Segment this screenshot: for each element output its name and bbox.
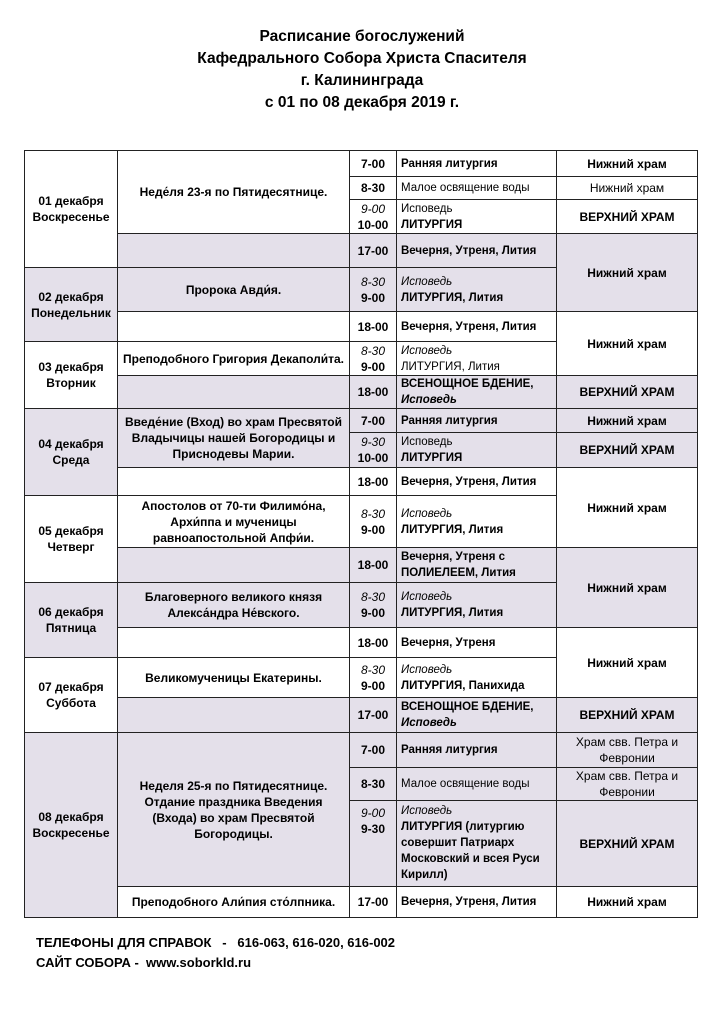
service-line: ЛИТУРГИЯ, Лития xyxy=(401,291,504,304)
feast-cell: Апостолов от 70-ти Филимо́на, Архи́ппа и мученицы равноапостольной Апфи́и. xyxy=(117,495,350,548)
empty-cell xyxy=(117,311,350,342)
day-cell: 07 декабря Суббота xyxy=(24,657,118,733)
temple-cell: Нижний храм xyxy=(556,886,698,918)
service-line: Исповедь xyxy=(401,275,453,288)
service-line: Исповедь xyxy=(401,436,453,448)
time-value: 9-00 xyxy=(360,522,386,537)
time-value: 8-30 xyxy=(360,274,386,289)
service-line: ПОЛИЕЛЕЕМ, Лития xyxy=(401,567,516,579)
time-cell: 7-00 xyxy=(349,408,397,433)
feast-cell: Введе́ние (Вход) во храм Пресвятой Владычицы нашей Богородицы и Приснодевы Марии. xyxy=(117,408,350,468)
service-line: Вечерня, Утреня с xyxy=(401,551,506,563)
day-cell: 05 декабря Четверг xyxy=(24,495,118,583)
temple-cell: Нижний храм xyxy=(556,547,698,628)
time-cell: 18-00 xyxy=(349,375,397,409)
service-cell xyxy=(396,432,557,468)
time-cell xyxy=(349,199,397,234)
temple-cell: Нижний храм xyxy=(556,627,698,698)
day-cell: 04 декабря Среда xyxy=(24,408,118,496)
service-cell: Ранняя литургия xyxy=(396,732,557,768)
service-line: ЛИТУРГИЯ, Лития xyxy=(401,607,504,619)
empty-cell xyxy=(117,547,350,583)
service-line: ВСЕНОЩНОЕ БДЕНИЕ, xyxy=(401,701,534,713)
service-cell xyxy=(396,267,557,312)
service-line: Исповедь xyxy=(401,591,453,603)
feast-cell: Пророка Авди́я. xyxy=(117,267,350,312)
temple-cell: Нижний храм xyxy=(556,176,698,200)
time-cell xyxy=(349,267,397,312)
empty-cell xyxy=(117,375,350,409)
title-line-4: с 01 по 08 декабря 2019 г. xyxy=(264,94,460,111)
time-value: 9-00 xyxy=(360,359,386,374)
temple-cell: ВЕРХНИЙ ХРАМ xyxy=(556,697,698,733)
service-line: Исповедь xyxy=(401,663,453,676)
time-value: 9-00 xyxy=(360,290,386,305)
time-cell xyxy=(349,495,397,548)
service-cell xyxy=(396,547,557,583)
temple-cell: Храм свв. Петра и Февронии xyxy=(556,767,698,801)
time-cell xyxy=(349,432,397,468)
time-value: 8-30 xyxy=(360,506,386,521)
service-line: Исповедь xyxy=(401,717,457,729)
empty-cell xyxy=(117,233,350,268)
empty-cell xyxy=(117,627,350,658)
service-cell: Ранняя литургия xyxy=(396,150,557,177)
time-value: 8-30 xyxy=(360,343,386,358)
service-cell: Вечерня, Утреня, Лития xyxy=(396,233,557,268)
time-cell: 8-30 xyxy=(349,767,397,801)
time-value: 9-00 xyxy=(360,201,386,216)
day-cell: 01 декабря Воскресенье xyxy=(24,150,118,268)
title-line-3: г. Калининграда xyxy=(300,72,424,89)
feast-cell: Неделя 25-я по Пятидесятнице. Отдание праздника Введения (Входа) во храм Пресвятой Богородицы. xyxy=(117,732,350,887)
service-cell: Малое освящение воды xyxy=(396,767,557,801)
footer-site: САЙТ СОБОРА - www.soborkld.ru xyxy=(36,955,252,970)
service-line: ЛИТУРГИЯ, Лития xyxy=(401,360,500,373)
service-cell: Вечерня, Утреня, Лития xyxy=(396,467,557,496)
service-cell xyxy=(396,697,557,733)
service-line: ЛИТУРГИЯ, Лития xyxy=(401,523,504,536)
temple-cell: Нижний храм xyxy=(556,150,698,177)
time-cell: 7-00 xyxy=(349,732,397,768)
time-cell: 18-00 xyxy=(349,627,397,658)
service-cell xyxy=(396,800,557,887)
service-cell xyxy=(396,375,557,409)
temple-cell: Храм свв. Петра и Февронии xyxy=(556,732,698,768)
day-cell: 06 декабря Пятница xyxy=(24,582,118,658)
service-cell xyxy=(396,495,557,548)
temple-cell: Нижний храм xyxy=(556,311,698,376)
service-line: Исповедь xyxy=(401,805,453,817)
service-cell: Вечерня, Утреня xyxy=(396,627,557,658)
title-line-1: Расписание богослужений xyxy=(259,28,465,45)
feast-cell: Великомученицы Екатерины. xyxy=(117,657,350,698)
time-cell xyxy=(349,657,397,698)
time-cell: 7-00 xyxy=(349,150,397,177)
footer xyxy=(36,933,395,973)
service-cell xyxy=(396,341,557,376)
time-value: 9-30 xyxy=(360,435,386,449)
service-cell: Вечерня, Утреня, Лития xyxy=(396,886,557,918)
service-line: ЛИТУРГИЯ xyxy=(401,452,463,464)
day-cell: 08 декабря Воскресенье xyxy=(24,732,118,918)
service-cell: Малое освящение воды xyxy=(396,176,557,200)
service-line: Исповедь xyxy=(401,344,453,357)
time-value: 10-00 xyxy=(357,451,389,465)
time-value: 10-00 xyxy=(357,217,389,232)
time-cell: 18-00 xyxy=(349,467,397,496)
temple-cell: ВЕРХНИЙ ХРАМ xyxy=(556,800,698,887)
empty-cell xyxy=(117,467,350,496)
time-cell: 18-00 xyxy=(349,311,397,342)
title-line-2: Кафедрального Собора Христа Спасителя xyxy=(197,50,527,67)
time-value: 9-00 xyxy=(360,606,386,620)
service-cell xyxy=(396,657,557,698)
feast-cell: Преподобного Григория Декаполи́та. xyxy=(117,341,350,376)
day-cell: 03 декабря Вторник xyxy=(24,341,118,409)
temple-cell: Нижний храм xyxy=(556,408,698,433)
time-value: 9-30 xyxy=(360,822,386,836)
service-cell: Ранняя литургия xyxy=(396,408,557,433)
service-line: ЛИТУРГИЯ, Панихида xyxy=(401,679,525,692)
service-line: Исповедь xyxy=(401,202,453,215)
temple-cell: Нижний храм xyxy=(556,467,698,548)
time-value: 8-30 xyxy=(360,662,386,677)
time-cell: 17-00 xyxy=(349,697,397,733)
page-title xyxy=(0,26,724,114)
temple-cell: ВЕРХНИЙ ХРАМ xyxy=(556,375,698,409)
footer-phones: ТЕЛЕФОНЫ ДЛЯ СПРАВОК - 616-063, 616-020, 616-002 xyxy=(36,935,396,950)
service-cell xyxy=(396,582,557,628)
time-cell xyxy=(349,582,397,628)
time-value: 9-00 xyxy=(360,678,386,693)
service-line: Исповедь xyxy=(401,507,453,520)
empty-cell xyxy=(117,697,350,733)
service-cell: Вечерня, Утреня, Лития xyxy=(396,311,557,342)
service-line: ЛИТУРГИЯ xyxy=(401,218,463,231)
temple-cell: ВЕРХНИЙ ХРАМ xyxy=(556,432,698,468)
feast-cell: Преподобного Али́пия сто́лпника. xyxy=(117,886,350,918)
service-line: Исповедь xyxy=(401,394,457,406)
day-cell: 02 декабря Понедельник xyxy=(24,267,118,342)
feast-cell: Неде́ля 23-я по Пятидесятнице. xyxy=(117,150,350,234)
time-value: 9-00 xyxy=(360,806,386,820)
time-cell: 17-00 xyxy=(349,233,397,268)
service-line: ВСЕНОЩНОЕ БДЕНИЕ, xyxy=(401,378,534,390)
service-line: ЛИТУРГИЯ (литургию совершит Патриарх Московский и всея Руси Кирилл) xyxy=(401,821,540,881)
feast-cell: Благоверного великого князя Алекса́ндра Не́вского. xyxy=(117,582,350,628)
time-value: 8-30 xyxy=(360,590,386,604)
service-cell xyxy=(396,199,557,234)
time-cell xyxy=(349,341,397,376)
time-cell xyxy=(349,800,397,887)
temple-cell: ВЕРХНИЙ ХРАМ xyxy=(556,199,698,234)
time-cell: 17-00 xyxy=(349,886,397,918)
temple-cell: Нижний храм xyxy=(556,233,698,312)
time-cell: 8-30 xyxy=(349,176,397,200)
time-cell: 18-00 xyxy=(349,547,397,583)
